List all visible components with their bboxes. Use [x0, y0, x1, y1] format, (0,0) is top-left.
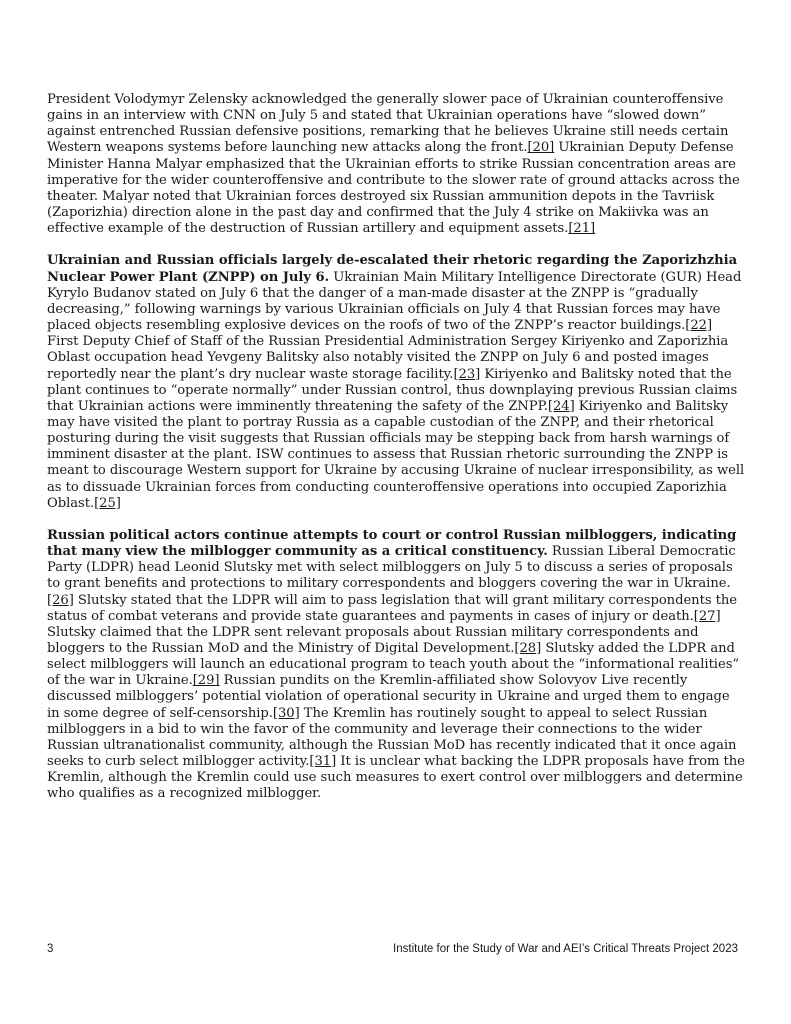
- body-text: Ukrainian Main Military Intelligence Directorate (GUR) Head Kyrylo Budanov stated on July 6 that the danger of a man-made disaster at the ZNPP is “gradually decreasing,” following warnings by various Ukrainian officials on July 4 that Russian forces may have placed objects resembling explosive devices on the roofs of two of the ZNPP’s reactor buildings.: [47, 269, 742, 334]
- footer-credit: Institute for the Study of War and AEI’s Critical Threats Project 2023: [393, 943, 738, 955]
- body-text: Ukrainian Deputy Defense Minister Hanna Malyar emphasized that the Ukrainian efforts to strike Russian concentration areas are imperative for the wider counteroffensive and contribute to the slower rate of ground attacks across the theater. Malyar noted that Ukrainian forces destroyed six Russian ammunition depots in the Tavriisk (Zaporizhia) direction alone in the past day and confirmed that the July 4 strike on Makiivka was an effective example of the destruction of Russian artillery and equipment assets.: [47, 140, 740, 237]
- lead-sentence: Ukrainian and Russian officials largely de-escalated their rhetoric regarding the Zaporizhzhia Nuclear Power Plant (ZNPP) on July 6.: [47, 253, 738, 285]
- footnote-link[interactable]: [26]: [47, 592, 74, 608]
- paragraph-znpp-rhetoric: [47, 253, 745, 512]
- footnote-link[interactable]: [30]: [272, 705, 300, 721]
- body-text: It is unclear what backing the LDPR proposals have from the Kremlin, although the Kremlin could use such measures to exert control over milbloggers and determine who qualifies as a recognized milblogger.: [47, 754, 745, 802]
- body-text: Slutsky claimed that the LDPR sent relevant proposals about Russian military correspondents and bloggers to the Russian MoD and the Ministry of Digital Development.: [47, 624, 699, 656]
- document-body: [47, 92, 745, 819]
- body-text: The Kremlin has routinely sought to appeal to select Russian milbloggers in a bid to win the favor of the community and leverage their connections to the wider Russian ultranationalist community, although the Russian MoD has recently indicated that it once again seeks to curb select milblogger activity.: [47, 705, 737, 770]
- paragraph-zelensky-counteroffensive: [47, 92, 745, 237]
- body-text: Slutsky added the LDPR and select milbloggers will launch an educational program to teach youth about the “informational realities” of the war in Ukraine.: [47, 641, 740, 689]
- body-text: Russian Liberal Democratic Party (LDPR) head Leonid Slutsky met with select milbloggers on July 5 to discuss a series of proposals to grant benefits and protections to military correspondents and bloggers covering the war in Ukraine.: [47, 544, 736, 592]
- footnote-link[interactable]: [23]: [453, 366, 481, 382]
- footnote-link[interactable]: [28]: [514, 641, 542, 656]
- footnote-link[interactable]: [22]: [685, 318, 713, 334]
- body-text: Kiriyenko and Balitsky may have visited the plant to portray Russia as a capable custodian of the ZNPP, and their rhetorical posturing during the visit suggests that Russian officials may be stepping back from harsh warnings of imminent disaster at the plant. ISW continues to assess that Russian rhetoric surrounding the ZNPP is meant to discourage Western support for Ukraine by accusing Ukraine of nuclear irresponsibility, as well as to dissuade Ukrainian forces from conducting counteroffensive operations into occupied Zaporizhia Oblast.: [47, 398, 745, 511]
- footnote-link[interactable]: [25]: [94, 495, 121, 511]
- footnote-link[interactable]: [20]: [527, 140, 555, 156]
- page-number: 3: [47, 943, 54, 955]
- lead-sentence: Russian political actors continue attempts to court or control Russian milbloggers, indicating that many view the milblogger community as a critical constituency.: [47, 527, 737, 560]
- body-text: Kiriyenko and Balitsky noted that the plant continues to “operate normally” under Russian control, thus downplaying previous Russian claims that Ukrainian actions were imminently threatening the safety of the ZNPP.: [47, 366, 738, 414]
- footnote-link[interactable]: [29]: [192, 673, 220, 689]
- body-text: Russian pundits on the Kremlin-affiliated show Solovyov Live recently discussed milbloggers’ potential violation of operational security in Ukraine and urged them to engage in some degree of self-censorship.: [47, 673, 730, 721]
- footnote-link[interactable]: [31]: [309, 754, 337, 770]
- footnote-link[interactable]: [24]: [547, 398, 575, 414]
- paragraph-milbloggers: [47, 528, 745, 803]
- body-text: First Deputy Chief of Staff of the Russian Presidential Administration Sergey Kiriyenko and Zaporizhia Oblast occupation head Yevgeny Balitsky also notably visited the ZNPP on July 6 and posted images reportedly near the plant’s dry nuclear waste storage facility.: [47, 334, 729, 382]
- footnote-link[interactable]: [27]: [693, 608, 721, 624]
- footnote-link[interactable]: [21]: [568, 221, 596, 237]
- body-text: Slutsky stated that the LDPR will aim to pass legislation that will grant military correspondents the status of combat veterans and provide state guarantees and payments in cases of injury or death.: [47, 592, 738, 624]
- body-text: President Volodymyr Zelensky acknowledged the generally slower pace of Ukrainian counteroffensive gains in an interview with CNN on July 5 and stated that Ukrainian operations have “slowed down” against entrenched Russian defensive positions, remarking that he believes Ukraine still needs certain Western weapons systems before launching new attacks along the front.: [47, 92, 729, 156]
